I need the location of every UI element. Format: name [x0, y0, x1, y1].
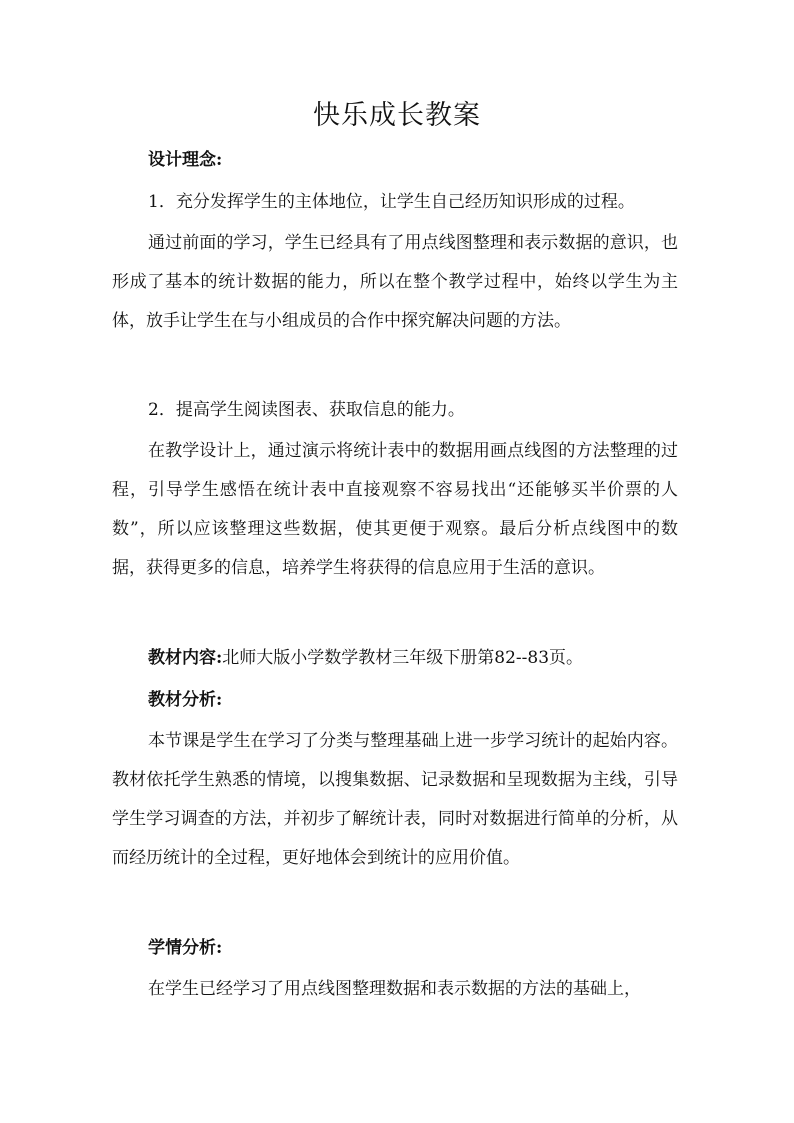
- material-analysis-heading: 教材分析:: [148, 690, 223, 710]
- learner-analysis-heading: 学情分析:: [148, 938, 223, 958]
- material-analysis-body: 本节课是学生在学习了分类与整理基础上进一步学习统计的起始内容。教材依托学生熟悉的情境，以搜集数据、记录数据和呈现数据为主线，引导学生学习调查的方法，并初步了解统计表，同时对数据进行简单的分析，从而经历统计的全过程，更好地体会到统计的应用价值。: [112, 731, 678, 868]
- point-2: 2．提高学生阅读图表、获取信息的能力。: [148, 400, 465, 420]
- material-content-label: 教材内容:: [148, 648, 223, 668]
- point-1-body: 通过前面的学习，学生已经具有了用点线图整理和表示数据的意识，也形成了基本的统计数据的能力，所以在整个教学过程中，始终以学生为主体，放手让学生在与小组成员的合作中探究解决问题的方法。: [112, 233, 678, 331]
- material-content-line: [148, 646, 708, 670]
- design-concept-heading: 设计理念:: [148, 150, 223, 170]
- material-content-value: 北师大版小学数学教材三年级下册第82--83页。: [222, 648, 584, 668]
- point-1: 1．充分发挥学生的主体地位，让学生自己经历知识形成的过程。: [148, 192, 635, 212]
- point-2-body: 在教学设计上，通过演示将统计表中的数据用画点线图的方法整理的过程，引导学生感悟在统计表中直接观察不容易找出“还能够买半价票的人数”，所以应该整理这些数据，使其更便于观察。最后分析点线图中的数据，获得更多的信息，培养学生将获得的信息应用于生活的意识。: [112, 441, 678, 578]
- document-title: 快乐成长教案: [313, 100, 481, 131]
- learner-analysis-body: 在学生已经学习了用点线图整理数据和表示数据的方法的基础上，: [148, 979, 641, 999]
